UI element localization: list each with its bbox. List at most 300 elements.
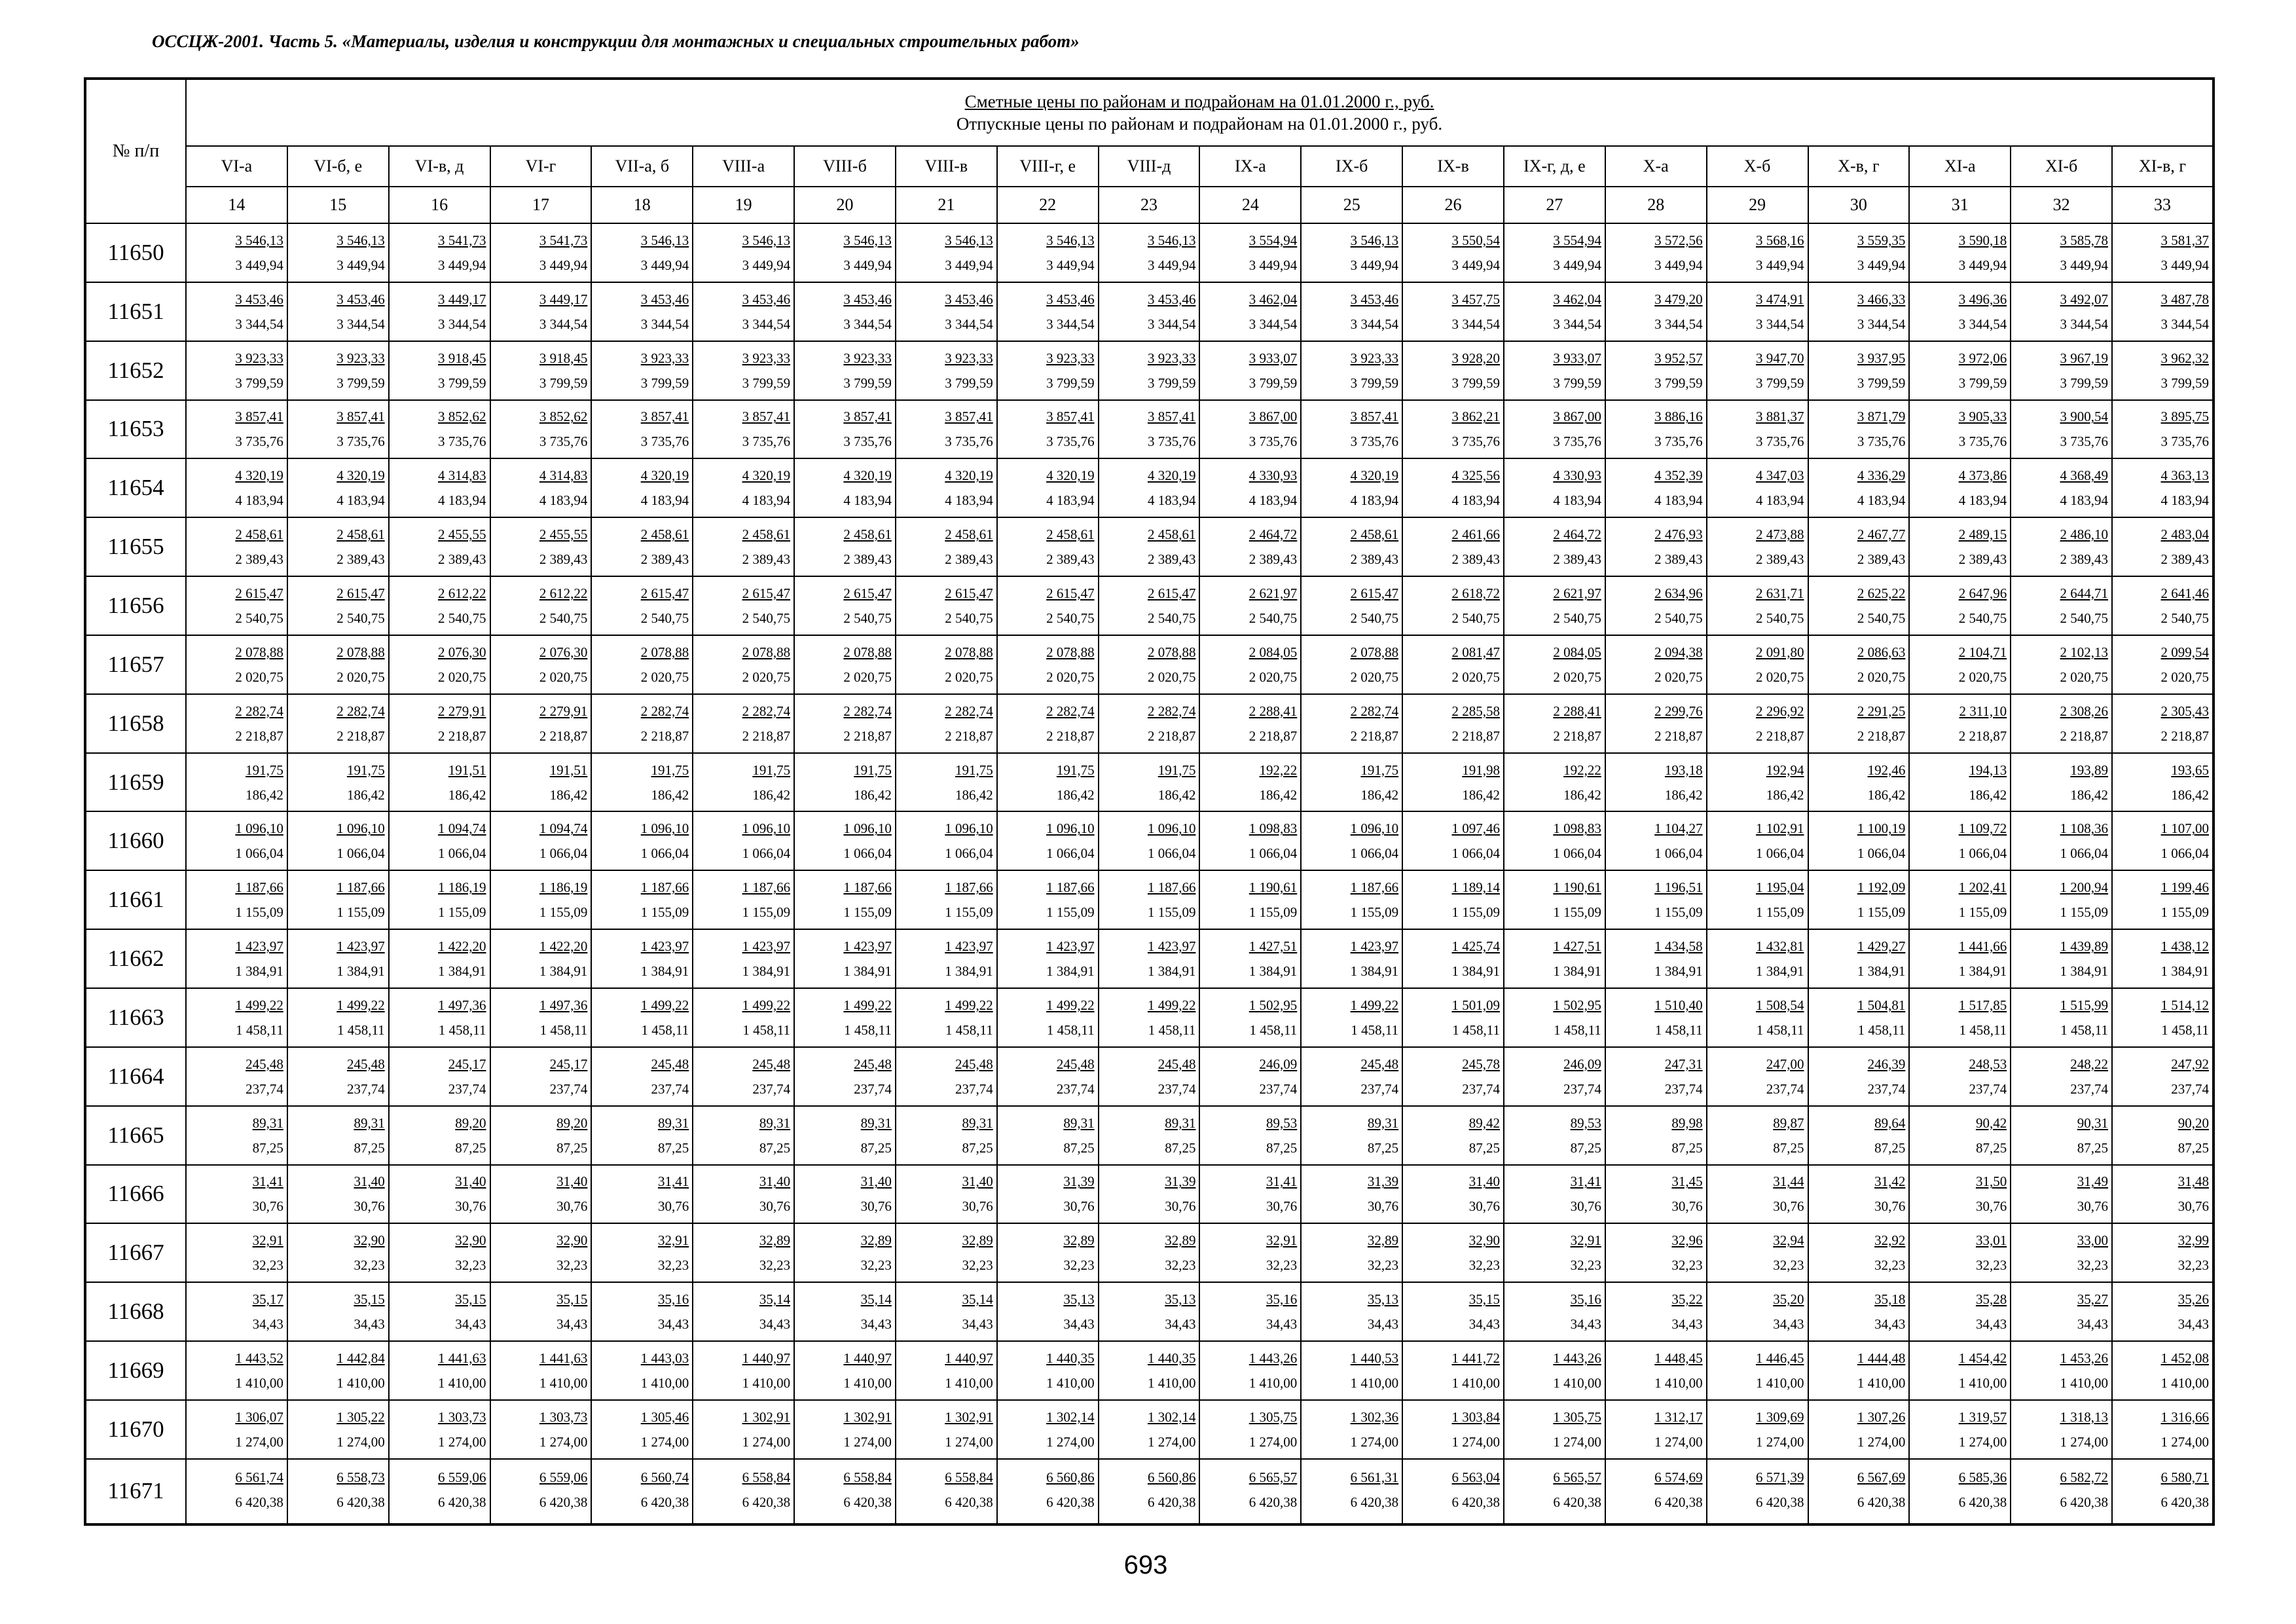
release-price: 2 218,87 bbox=[945, 728, 993, 744]
price-cell bbox=[287, 1165, 389, 1224]
estimate-price: 1 439,89 bbox=[2060, 938, 2109, 955]
price-cell bbox=[997, 282, 1099, 341]
estimate-price: 1 195,04 bbox=[1756, 879, 1804, 896]
estimate-price: 247,92 bbox=[2171, 1056, 2209, 1072]
price-cell bbox=[1301, 458, 1402, 517]
price-cell bbox=[997, 753, 1099, 812]
release-price: 1 066,04 bbox=[2060, 845, 2109, 862]
price-cell bbox=[1909, 576, 2011, 635]
price-cell bbox=[1402, 988, 1504, 1047]
estimate-price: 3 585,78 bbox=[2060, 232, 2109, 248]
estimate-price: 3 554,94 bbox=[1248, 232, 1298, 248]
estimate-price: 1 306,07 bbox=[235, 1409, 283, 1425]
estimate-price: 6 567,69 bbox=[1857, 1469, 1906, 1485]
estimate-price: 1 432,81 bbox=[1756, 938, 1804, 955]
price-cell bbox=[186, 811, 287, 870]
release-price: 30,76 bbox=[1570, 1198, 1601, 1215]
estimate-price: 35,16 bbox=[1266, 1291, 1298, 1308]
estimate-price: 4 330,93 bbox=[1248, 468, 1298, 484]
release-price: 87,25 bbox=[1773, 1139, 1804, 1156]
release-price: 2 218,87 bbox=[539, 728, 588, 744]
release-price: 1 274,00 bbox=[1248, 1433, 1298, 1450]
release-price: 2 020,75 bbox=[1046, 669, 1095, 685]
price-cell bbox=[794, 811, 896, 870]
price-cell bbox=[591, 282, 693, 341]
price-cell bbox=[2112, 811, 2214, 870]
estimate-price: 31,39 bbox=[1165, 1173, 1196, 1190]
estimate-price: 1 096,10 bbox=[235, 821, 283, 837]
release-price: 1 384,91 bbox=[1350, 963, 1399, 980]
release-price: 6 420,38 bbox=[235, 1494, 283, 1510]
price-cell bbox=[1504, 1459, 1605, 1524]
estimate-price: 1 096,10 bbox=[1147, 821, 1196, 837]
release-price: 237,74 bbox=[1259, 1080, 1298, 1097]
table-body bbox=[85, 223, 2214, 1524]
price-cell bbox=[490, 341, 592, 400]
estimate-price: 35,28 bbox=[1975, 1291, 2007, 1308]
estimate-price: 3 867,00 bbox=[1248, 409, 1298, 425]
price-cell bbox=[1402, 1106, 1504, 1165]
release-price: 237,74 bbox=[549, 1080, 588, 1097]
estimate-price: 35,16 bbox=[657, 1291, 689, 1308]
estimate-price: 90,42 bbox=[1975, 1115, 2007, 1131]
release-price: 2 389,43 bbox=[1248, 551, 1298, 568]
release-price: 34,43 bbox=[1063, 1316, 1095, 1333]
price-cell bbox=[896, 1282, 997, 1341]
price-cell bbox=[1707, 400, 1808, 459]
estimate-price: 2 282,74 bbox=[1147, 703, 1196, 719]
release-price: 3 449,94 bbox=[1756, 257, 1804, 273]
column-number-row bbox=[85, 187, 2214, 223]
price-cell bbox=[591, 1223, 693, 1282]
estimate-price: 3 453,46 bbox=[235, 291, 283, 307]
estimate-price: 191,75 bbox=[1360, 762, 1399, 778]
estimate-price: 191,75 bbox=[346, 762, 385, 778]
release-price: 87,25 bbox=[1874, 1139, 1906, 1156]
release-price: 1 155,09 bbox=[1756, 904, 1804, 921]
estimate-price: 31,41 bbox=[252, 1173, 283, 1190]
release-price: 32,23 bbox=[860, 1257, 892, 1274]
price-cell bbox=[1808, 1400, 1910, 1459]
release-price: 34,43 bbox=[1975, 1316, 2007, 1333]
estimate-price: 3 881,37 bbox=[1756, 409, 1804, 425]
release-price: 2 020,75 bbox=[337, 669, 385, 685]
release-price: 1 458,11 bbox=[945, 1022, 993, 1038]
release-price: 1 410,00 bbox=[438, 1375, 486, 1391]
price-cell bbox=[1099, 929, 1200, 988]
price-cell bbox=[490, 635, 592, 694]
price-cell bbox=[896, 282, 997, 341]
estimate-price: 1 190,61 bbox=[1248, 879, 1298, 896]
price-cell bbox=[794, 282, 896, 341]
price-cell bbox=[794, 635, 896, 694]
price-cell bbox=[1504, 929, 1605, 988]
estimate-price: 3 947,70 bbox=[1756, 350, 1804, 366]
price-cell bbox=[896, 458, 997, 517]
price-cell bbox=[1909, 753, 2011, 812]
release-price: 34,43 bbox=[2178, 1316, 2209, 1333]
release-price: 2 540,75 bbox=[843, 610, 892, 626]
estimate-price: 1 187,66 bbox=[337, 879, 385, 896]
estimate-price: 1 097,46 bbox=[1451, 821, 1500, 837]
page-header: ОССЦЖ-2001. Часть 5. «Материалы, изделия и конструкции для монтажных и специальных строительных работ» bbox=[152, 31, 1080, 51]
release-price: 2 389,43 bbox=[438, 551, 486, 568]
price-cell bbox=[1301, 576, 1402, 635]
price-cell bbox=[1199, 1400, 1301, 1459]
estimate-price: 35,14 bbox=[860, 1291, 892, 1308]
price-cell bbox=[1808, 811, 1910, 870]
release-price: 3 449,94 bbox=[640, 257, 689, 273]
price-cell bbox=[591, 1459, 693, 1524]
estimate-price: 89,53 bbox=[1266, 1115, 1298, 1131]
estimate-price: 1 096,10 bbox=[945, 821, 993, 837]
zone-header: VIII-д bbox=[1099, 146, 1200, 187]
estimate-price: 3 449,17 bbox=[539, 291, 588, 307]
price-cell bbox=[1909, 223, 2011, 282]
estimate-price: 245,48 bbox=[346, 1056, 385, 1072]
release-price: 87,25 bbox=[860, 1139, 892, 1156]
release-price: 3 449,94 bbox=[1654, 257, 1703, 273]
table-row bbox=[85, 1047, 2214, 1106]
price-cell bbox=[186, 988, 287, 1047]
price-cell bbox=[1099, 1282, 1200, 1341]
price-cell bbox=[1605, 929, 1707, 988]
price-cell bbox=[693, 1341, 794, 1400]
price-cell bbox=[1099, 1341, 1200, 1400]
estimate-price: 246,39 bbox=[1867, 1056, 1906, 1072]
price-cell bbox=[1808, 929, 1910, 988]
estimate-price: 4 320,19 bbox=[742, 468, 791, 484]
price-cell bbox=[490, 870, 592, 929]
estimate-price: 245,48 bbox=[854, 1056, 892, 1072]
estimate-price: 31,42 bbox=[1874, 1173, 1906, 1190]
price-cell bbox=[2112, 635, 2214, 694]
price-cell bbox=[1605, 576, 1707, 635]
price-cell bbox=[997, 1223, 1099, 1282]
column-number: 21 bbox=[896, 187, 997, 223]
release-price: 3 344,54 bbox=[742, 316, 791, 332]
estimate-price: 3 923,33 bbox=[843, 350, 892, 366]
estimate-price: 1 104,27 bbox=[1654, 821, 1703, 837]
release-price: 3 799,59 bbox=[1654, 375, 1703, 391]
estimate-price: 1 302,91 bbox=[843, 1409, 892, 1425]
release-price: 87,25 bbox=[556, 1139, 588, 1156]
price-cell bbox=[997, 1106, 1099, 1165]
release-price: 30,76 bbox=[1063, 1198, 1095, 1215]
release-price: 1 274,00 bbox=[337, 1433, 385, 1450]
release-price: 237,74 bbox=[955, 1080, 993, 1097]
release-price: 237,74 bbox=[854, 1080, 892, 1097]
price-cell bbox=[1504, 870, 1605, 929]
release-price: 1 274,00 bbox=[1350, 1433, 1399, 1450]
release-price: 1 410,00 bbox=[1147, 1375, 1196, 1391]
price-cell bbox=[287, 400, 389, 459]
release-price: 2 020,75 bbox=[640, 669, 689, 685]
price-cell bbox=[1909, 341, 2011, 400]
price-cell bbox=[2011, 635, 2112, 694]
release-price: 1 410,00 bbox=[1654, 1375, 1703, 1391]
estimate-price: 1 096,10 bbox=[742, 821, 791, 837]
estimate-price: 2 288,41 bbox=[1553, 703, 1601, 719]
price-cell bbox=[1909, 517, 2011, 576]
item-number: 11660 bbox=[85, 811, 186, 870]
release-price: 3 799,59 bbox=[1451, 375, 1500, 391]
release-price: 3 344,54 bbox=[1958, 316, 2007, 332]
zone-header: IX-г, д, е bbox=[1504, 146, 1605, 187]
price-cell bbox=[1099, 1106, 1200, 1165]
release-price: 1 066,04 bbox=[1451, 845, 1500, 862]
release-price: 186,42 bbox=[1462, 786, 1500, 803]
release-price: 2 389,43 bbox=[1756, 551, 1804, 568]
release-price: 2 020,75 bbox=[1147, 669, 1196, 685]
estimate-price: 2 311,10 bbox=[1959, 703, 2007, 719]
estimate-price: 2 634,96 bbox=[1654, 585, 1703, 601]
price-cell bbox=[1099, 223, 1200, 282]
price-cell bbox=[1099, 753, 1200, 812]
price-cell bbox=[186, 753, 287, 812]
release-price: 6 420,38 bbox=[438, 1494, 486, 1510]
release-price: 2 389,43 bbox=[1553, 551, 1601, 568]
estimate-price: 3 581,37 bbox=[2160, 232, 2209, 248]
price-cell bbox=[591, 753, 693, 812]
price-cell bbox=[1099, 400, 1200, 459]
price-cell bbox=[1808, 1341, 1910, 1400]
release-price: 237,74 bbox=[2171, 1080, 2209, 1097]
price-cell bbox=[287, 929, 389, 988]
release-price: 32,23 bbox=[1570, 1257, 1601, 1274]
estimate-price: 2 299,76 bbox=[1654, 703, 1703, 719]
price-cell bbox=[794, 1282, 896, 1341]
price-cell bbox=[693, 1459, 794, 1524]
column-number: 16 bbox=[389, 187, 490, 223]
estimate-price: 1 499,22 bbox=[1147, 997, 1196, 1013]
release-price: 34,43 bbox=[354, 1316, 385, 1333]
estimate-price: 3 546,13 bbox=[1350, 232, 1399, 248]
price-cell bbox=[794, 753, 896, 812]
release-price: 1 410,00 bbox=[2060, 1375, 2109, 1391]
estimate-price: 1 098,83 bbox=[1248, 821, 1298, 837]
zone-header-row bbox=[85, 146, 2214, 187]
item-number: 11657 bbox=[85, 635, 186, 694]
price-cell bbox=[2011, 694, 2112, 753]
estimate-price: 31,40 bbox=[556, 1173, 588, 1190]
table-row bbox=[85, 1341, 2214, 1400]
release-price: 3 449,94 bbox=[1451, 257, 1500, 273]
price-cell bbox=[1808, 988, 1910, 1047]
price-cell bbox=[794, 341, 896, 400]
price-cell bbox=[1099, 576, 1200, 635]
release-price: 3 344,54 bbox=[1654, 316, 1703, 332]
price-cell bbox=[591, 635, 693, 694]
release-price: 1 410,00 bbox=[1553, 1375, 1601, 1391]
estimate-price: 1 440,53 bbox=[1350, 1350, 1399, 1366]
estimate-price: 1 094,74 bbox=[438, 821, 486, 837]
release-price: 32,23 bbox=[962, 1257, 993, 1274]
estimate-price: 4 320,19 bbox=[1147, 468, 1196, 484]
estimate-price: 3 453,46 bbox=[1046, 291, 1095, 307]
estimate-price: 1 107,00 bbox=[2160, 821, 2209, 837]
price-cell bbox=[490, 1165, 592, 1224]
release-price: 30,76 bbox=[556, 1198, 588, 1215]
estimate-price: 1 499,22 bbox=[640, 997, 689, 1013]
estimate-price: 4 320,19 bbox=[640, 468, 689, 484]
release-price: 237,74 bbox=[1563, 1080, 1601, 1097]
release-price: 2 020,75 bbox=[1756, 669, 1804, 685]
release-price: 3 344,54 bbox=[2060, 316, 2109, 332]
price-cell bbox=[389, 753, 490, 812]
price-cell bbox=[1402, 929, 1504, 988]
zone-header: XI-в, г bbox=[2112, 146, 2214, 187]
release-price: 3 799,59 bbox=[539, 375, 588, 391]
release-price: 6 420,38 bbox=[539, 1494, 588, 1510]
estimate-price: 4 325,56 bbox=[1451, 468, 1500, 484]
estimate-price: 32,90 bbox=[455, 1232, 486, 1249]
price-cell bbox=[1707, 1400, 1808, 1459]
release-price: 32,23 bbox=[1874, 1257, 1906, 1274]
column-number: 23 bbox=[1099, 187, 1200, 223]
release-price: 3 449,94 bbox=[1046, 257, 1095, 273]
estimate-price: 2 086,63 bbox=[1857, 644, 1906, 660]
price-cell bbox=[1099, 1459, 1200, 1524]
estimate-price: 2 296,92 bbox=[1756, 703, 1804, 719]
price-cell bbox=[896, 400, 997, 459]
estimate-price: 3 550,54 bbox=[1451, 232, 1500, 248]
release-price: 1 066,04 bbox=[235, 845, 283, 862]
release-price: 3 799,59 bbox=[1248, 375, 1298, 391]
release-price: 2 389,43 bbox=[1350, 551, 1399, 568]
price-cell bbox=[1909, 1165, 2011, 1224]
release-price: 186,42 bbox=[448, 786, 486, 803]
price-cell bbox=[1605, 1400, 1707, 1459]
release-price: 34,43 bbox=[1671, 1316, 1703, 1333]
price-cell bbox=[794, 870, 896, 929]
release-price: 30,76 bbox=[455, 1198, 486, 1215]
release-price: 1 274,00 bbox=[539, 1433, 588, 1450]
estimate-price: 3 937,95 bbox=[1857, 350, 1906, 366]
estimate-price: 3 857,41 bbox=[1046, 409, 1095, 425]
release-price: 4 183,94 bbox=[1654, 492, 1703, 509]
release-price: 34,43 bbox=[1468, 1316, 1500, 1333]
price-cell bbox=[1301, 341, 1402, 400]
estimate-price: 3 462,04 bbox=[1248, 291, 1298, 307]
price-cell bbox=[389, 517, 490, 576]
estimate-price: 1 517,85 bbox=[1958, 997, 2007, 1013]
release-price: 3 799,59 bbox=[742, 375, 791, 391]
estimate-price: 32,90 bbox=[556, 1232, 588, 1249]
estimate-price: 32,94 bbox=[1773, 1232, 1804, 1249]
release-price: 34,43 bbox=[759, 1316, 791, 1333]
release-price: 1 384,91 bbox=[945, 963, 993, 980]
price-cell bbox=[1707, 1282, 1808, 1341]
release-price: 1 384,91 bbox=[1553, 963, 1601, 980]
estimate-price: 1 453,26 bbox=[2060, 1350, 2109, 1366]
release-price: 2 389,43 bbox=[1147, 551, 1196, 568]
price-cell bbox=[2011, 988, 2112, 1047]
price-cell bbox=[896, 635, 997, 694]
estimate-price: 2 461,66 bbox=[1451, 526, 1500, 543]
release-price: 3 449,94 bbox=[742, 257, 791, 273]
estimate-price: 2 291,25 bbox=[1857, 703, 1906, 719]
price-cell bbox=[997, 458, 1099, 517]
price-cell bbox=[389, 1341, 490, 1400]
page-number: 693 bbox=[1123, 1551, 1168, 1579]
release-price: 6 420,38 bbox=[1350, 1494, 1399, 1510]
price-cell bbox=[1504, 1282, 1605, 1341]
estimate-price: 1 446,45 bbox=[1756, 1350, 1804, 1366]
release-price: 87,25 bbox=[759, 1139, 791, 1156]
price-cell bbox=[591, 870, 693, 929]
release-price: 2 389,43 bbox=[1958, 551, 2007, 568]
estimate-price: 2 282,74 bbox=[640, 703, 689, 719]
estimate-price: 1 305,22 bbox=[337, 1409, 385, 1425]
price-cell bbox=[1402, 1400, 1504, 1459]
table-row bbox=[85, 1106, 2214, 1165]
estimate-price: 2 612,22 bbox=[539, 585, 588, 601]
release-price: 1 384,91 bbox=[1147, 963, 1196, 980]
release-price: 30,76 bbox=[1468, 1198, 1500, 1215]
price-cell bbox=[896, 1047, 997, 1106]
estimate-price: 3 933,07 bbox=[1553, 350, 1601, 366]
price-cell bbox=[2112, 1223, 2214, 1282]
estimate-price: 4 373,86 bbox=[1958, 468, 2007, 484]
release-price: 4 183,94 bbox=[2160, 492, 2209, 509]
price-cell bbox=[1707, 811, 1808, 870]
release-price: 1 384,91 bbox=[337, 963, 385, 980]
price-cell bbox=[2112, 576, 2214, 635]
price-cell bbox=[1909, 870, 2011, 929]
release-price: 186,42 bbox=[246, 786, 283, 803]
price-cell bbox=[2011, 870, 2112, 929]
price-cell bbox=[1808, 870, 1910, 929]
price-cell bbox=[2112, 1106, 2214, 1165]
release-price: 34,43 bbox=[455, 1316, 486, 1333]
price-cell bbox=[896, 223, 997, 282]
price-table bbox=[84, 77, 2215, 1526]
price-cell bbox=[1301, 635, 1402, 694]
release-price: 30,76 bbox=[860, 1198, 892, 1215]
estimate-price: 31,40 bbox=[860, 1173, 892, 1190]
price-cell bbox=[490, 400, 592, 459]
price-cell bbox=[1099, 635, 1200, 694]
price-cell bbox=[1301, 282, 1402, 341]
release-price: 1 066,04 bbox=[337, 845, 385, 862]
estimate-price: 3 559,35 bbox=[1857, 232, 1906, 248]
release-price: 30,76 bbox=[759, 1198, 791, 1215]
estimate-price: 3 923,33 bbox=[1350, 350, 1399, 366]
price-cell bbox=[389, 635, 490, 694]
price-cell bbox=[2112, 400, 2214, 459]
estimate-price: 2 615,47 bbox=[235, 585, 283, 601]
estimate-price: 32,89 bbox=[759, 1232, 791, 1249]
price-cell bbox=[1504, 635, 1605, 694]
price-cell bbox=[1199, 1341, 1301, 1400]
estimate-price: 1 302,14 bbox=[1046, 1409, 1095, 1425]
price-cell bbox=[287, 753, 389, 812]
price-cell bbox=[1402, 1282, 1504, 1341]
release-price: 3 344,54 bbox=[539, 316, 588, 332]
release-price: 237,74 bbox=[651, 1080, 689, 1097]
estimate-price: 6 561,74 bbox=[235, 1469, 283, 1485]
release-price: 2 218,87 bbox=[1958, 728, 2007, 744]
column-number: 20 bbox=[794, 187, 896, 223]
price-cell bbox=[490, 1282, 592, 1341]
release-price: 2 540,75 bbox=[235, 610, 283, 626]
release-price: 87,25 bbox=[1570, 1139, 1601, 1156]
estimate-price: 3 462,04 bbox=[1553, 291, 1601, 307]
estimate-price: 31,39 bbox=[1063, 1173, 1095, 1190]
estimate-price: 3 923,33 bbox=[1147, 350, 1196, 366]
table-row bbox=[85, 341, 2214, 400]
